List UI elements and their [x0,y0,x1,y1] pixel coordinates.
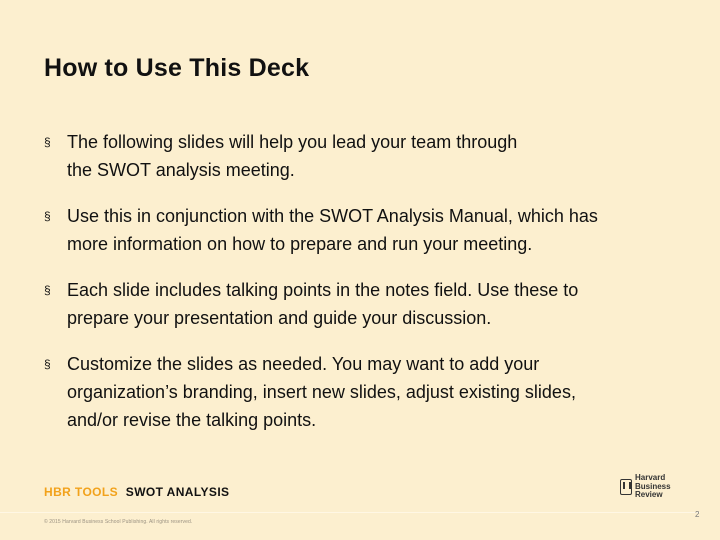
bullet-line: organization’s branding, insert new slides, adjust existing slides, [67,382,576,402]
hbr-logo [620,472,698,502]
logo-line: Harvard [635,473,666,483]
bullet-list [44,128,684,452]
brand-swot-analysis: SWOT ANALYSIS [125,485,230,499]
bullet-item [44,202,684,258]
bullet-line: Each slide includes talking points in the notes field. Use these to [67,280,579,300]
bullet-text [67,128,684,184]
bullet-line: prepare your presentation and guide your discussion. [67,308,492,328]
bullet-line: more information on how to prepare and run your meeting. [67,234,533,254]
bullet-marker-icon: § [44,283,51,297]
brand-hbr-tools: HBR TOOLS [44,485,119,499]
footer-brand [44,485,229,499]
footer-divider [0,512,700,513]
bullet-item [44,128,684,184]
page-number: 2 [695,510,700,519]
logo-line: Business [635,481,671,491]
copyright-text: © 2015 Harvard Business School Publishing. All rights reserved. [44,519,193,525]
bullet-marker-icon: § [44,209,51,223]
bullet-marker-icon: § [44,357,51,371]
bullet-line: The following slides will help you lead your team through [67,132,518,152]
bullet-text [67,276,684,332]
bullet-line: the SWOT analysis meeting. [67,160,295,180]
logo-text [635,474,671,500]
logo-line: Review [635,490,663,500]
bullet-text [67,202,684,258]
bullet-line: Customize the slides as needed. You may want to add your [67,354,540,374]
bullet-line: Use this in conjunction with the SWOT Analysis Manual, which has [67,206,598,226]
slide-title: How to Use This Deck [44,54,310,82]
bullet-marker-icon: § [44,135,51,149]
bullet-item [44,350,684,434]
bullet-text [67,350,684,434]
shield-icon [620,479,632,495]
bullet-item [44,276,684,332]
bullet-line: and/or revise the talking points. [67,410,317,430]
